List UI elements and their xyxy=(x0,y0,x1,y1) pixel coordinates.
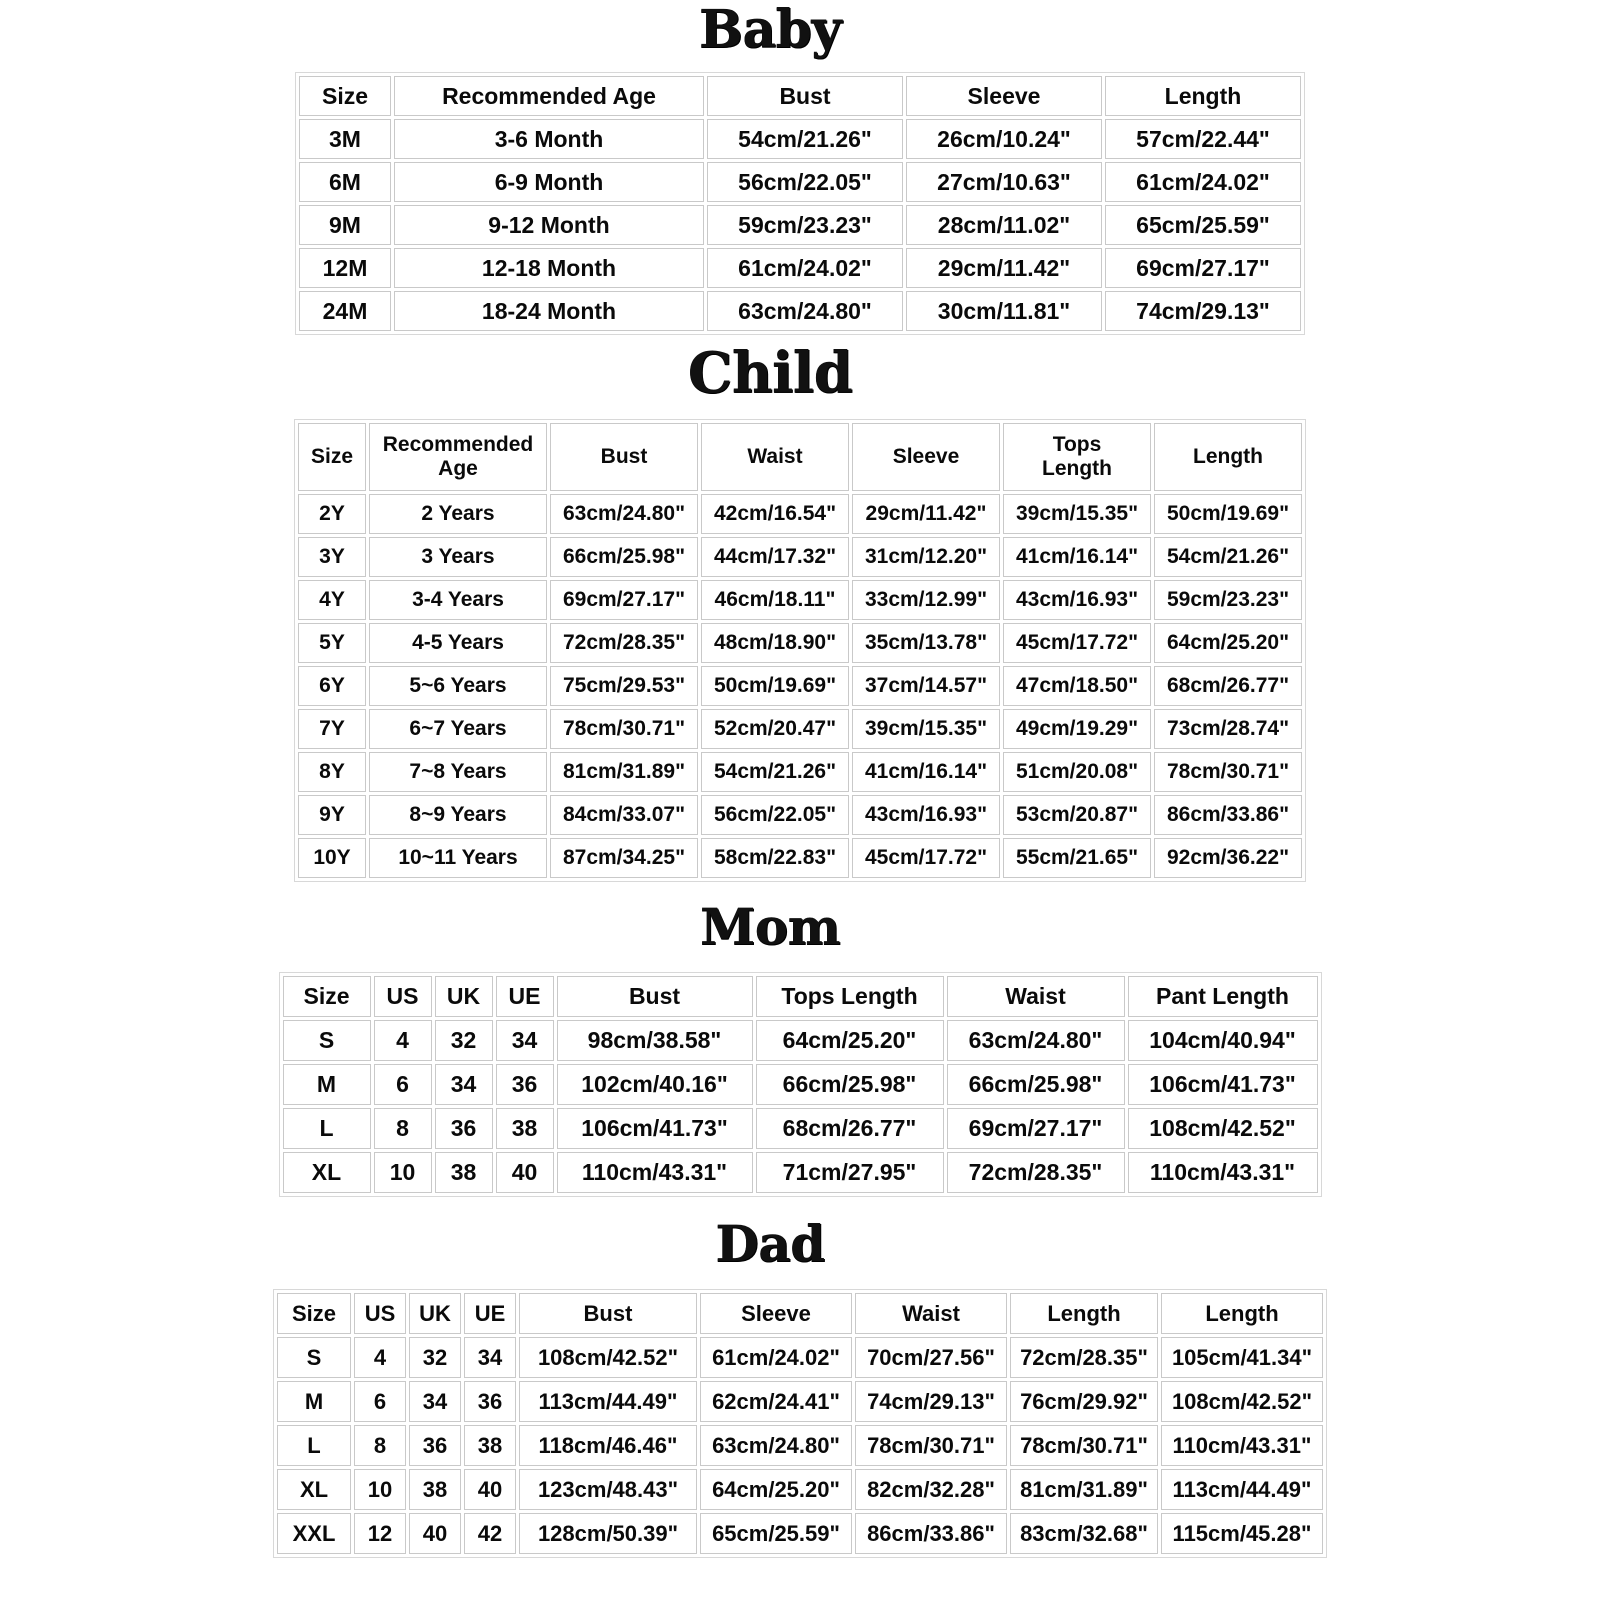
column-header-size: Size xyxy=(283,976,371,1017)
cell-length-pant: 108cm/42.52" xyxy=(1161,1381,1323,1422)
cell-sleeve: 65cm/25.59" xyxy=(700,1513,852,1554)
cell-ue: 42 xyxy=(464,1513,516,1554)
cell-sleeve: 31cm/12.20" xyxy=(852,537,1000,577)
section-title-child: Child xyxy=(687,340,853,406)
cell-ue: 34 xyxy=(496,1020,554,1061)
table-row xyxy=(277,1425,1323,1466)
cell-bust: 87cm/34.25" xyxy=(550,838,698,878)
cell-us: 10 xyxy=(354,1469,406,1510)
cell-bust: 102cm/40.16" xyxy=(557,1064,753,1105)
cell-us: 10 xyxy=(374,1152,432,1193)
cell-tops-length: 68cm/26.77" xyxy=(756,1108,944,1149)
cell-size: 9M xyxy=(299,205,391,245)
size-table-child xyxy=(294,419,1306,882)
cell-tops-length: 66cm/25.98" xyxy=(756,1064,944,1105)
cell-length-pant: 113cm/44.49" xyxy=(1161,1469,1323,1510)
cell-waist: 56cm/22.05" xyxy=(701,795,849,835)
table-row xyxy=(283,1108,1318,1149)
cell-length: 81cm/31.89" xyxy=(1010,1469,1158,1510)
cell-uk: 34 xyxy=(409,1381,461,1422)
cell-uk: 36 xyxy=(409,1425,461,1466)
cell-age: 3-4 Years xyxy=(369,580,547,620)
cell-age: 6-9 Month xyxy=(394,162,704,202)
table-row xyxy=(299,119,1301,159)
cell-length: 86cm/33.86" xyxy=(1154,795,1302,835)
cell-tops-length: 71cm/27.95" xyxy=(756,1152,944,1193)
cell-bust: 75cm/29.53" xyxy=(550,666,698,706)
cell-bust: 63cm/24.80" xyxy=(707,291,903,331)
cell-size: XL xyxy=(277,1469,351,1510)
cell-tops-length: 47cm/18.50" xyxy=(1003,666,1151,706)
column-header-size: Size xyxy=(277,1293,351,1334)
cell-uk: 32 xyxy=(409,1337,461,1378)
cell-length: 83cm/32.68" xyxy=(1010,1513,1158,1554)
cell-age: 12-18 Month xyxy=(394,248,704,288)
table-row xyxy=(298,709,1302,749)
cell-sleeve: 30cm/11.81" xyxy=(906,291,1102,331)
table-row xyxy=(298,537,1302,577)
cell-bust: 66cm/25.98" xyxy=(550,537,698,577)
cell-pant-length: 106cm/41.73" xyxy=(1128,1064,1318,1105)
cell-size: 8Y xyxy=(298,752,366,792)
cell-size: 6M xyxy=(299,162,391,202)
column-header-waist: Waist xyxy=(947,976,1125,1017)
cell-sleeve: 61cm/24.02" xyxy=(700,1337,852,1378)
cell-length: 65cm/25.59" xyxy=(1105,205,1301,245)
table-row xyxy=(298,494,1302,534)
cell-age: 6~7 Years xyxy=(369,709,547,749)
cell-bust: 61cm/24.02" xyxy=(707,248,903,288)
cell-tops-length: 49cm/19.29" xyxy=(1003,709,1151,749)
table-row xyxy=(298,580,1302,620)
column-header-sleeve: Sleeve xyxy=(906,76,1102,116)
cell-waist: 69cm/27.17" xyxy=(947,1108,1125,1149)
cell-bust: 118cm/46.46" xyxy=(519,1425,697,1466)
cell-age: 3 Years xyxy=(369,537,547,577)
table-row xyxy=(277,1513,1323,1554)
cell-bust: 108cm/42.52" xyxy=(519,1337,697,1378)
cell-size: 5Y xyxy=(298,623,366,663)
cell-tops-length: 51cm/20.08" xyxy=(1003,752,1151,792)
cell-sleeve: 63cm/24.80" xyxy=(700,1425,852,1466)
cell-bust: 69cm/27.17" xyxy=(550,580,698,620)
cell-size: 12M xyxy=(299,248,391,288)
cell-length: 61cm/24.02" xyxy=(1105,162,1301,202)
table-header-row xyxy=(277,1293,1323,1334)
cell-uk: 34 xyxy=(435,1064,493,1105)
cell-waist: 74cm/29.13" xyxy=(855,1381,1007,1422)
cell-uk: 32 xyxy=(435,1020,493,1061)
cell-bust: 63cm/24.80" xyxy=(550,494,698,534)
column-header-bust: Bust xyxy=(557,976,753,1017)
size-table-dad xyxy=(273,1289,1327,1558)
column-header-length: Length xyxy=(1105,76,1301,116)
cell-waist: 82cm/32.28" xyxy=(855,1469,1007,1510)
cell-sleeve: 43cm/16.93" xyxy=(852,795,1000,835)
table-row xyxy=(299,162,1301,202)
column-header-uk: UK xyxy=(435,976,493,1017)
cell-waist: 58cm/22.83" xyxy=(701,838,849,878)
cell-ue: 40 xyxy=(464,1469,516,1510)
cell-length: 72cm/28.35" xyxy=(1010,1337,1158,1378)
cell-tops-length: 41cm/16.14" xyxy=(1003,537,1151,577)
column-header-tops-length: Tops Length xyxy=(1003,423,1151,491)
cell-waist: 78cm/30.71" xyxy=(855,1425,1007,1466)
cell-length: 69cm/27.17" xyxy=(1105,248,1301,288)
cell-size: M xyxy=(277,1381,351,1422)
cell-sleeve: 64cm/25.20" xyxy=(700,1469,852,1510)
column-header-uk: UK xyxy=(409,1293,461,1334)
cell-size: S xyxy=(283,1020,371,1061)
cell-length: 73cm/28.74" xyxy=(1154,709,1302,749)
cell-bust: 72cm/28.35" xyxy=(550,623,698,663)
table-row xyxy=(298,838,1302,878)
cell-bust: 123cm/48.43" xyxy=(519,1469,697,1510)
cell-length: 50cm/19.69" xyxy=(1154,494,1302,534)
cell-size: 2Y xyxy=(298,494,366,534)
cell-bust: 98cm/38.58" xyxy=(557,1020,753,1061)
column-header-us: US xyxy=(354,1293,406,1334)
table-row xyxy=(277,1337,1323,1378)
column-header-ue: UE xyxy=(496,976,554,1017)
cell-size: XL xyxy=(283,1152,371,1193)
cell-pant-length: 108cm/42.52" xyxy=(1128,1108,1318,1149)
cell-size: 4Y xyxy=(298,580,366,620)
cell-length: 54cm/21.26" xyxy=(1154,537,1302,577)
cell-sleeve: 28cm/11.02" xyxy=(906,205,1102,245)
column-header-tops-length: Tops Length xyxy=(756,976,944,1017)
cell-bust: 56cm/22.05" xyxy=(707,162,903,202)
cell-pant-length: 104cm/40.94" xyxy=(1128,1020,1318,1061)
cell-length: 76cm/29.92" xyxy=(1010,1381,1158,1422)
cell-tops-length: 55cm/21.65" xyxy=(1003,838,1151,878)
column-header-bust: Bust xyxy=(519,1293,697,1334)
cell-waist: 86cm/33.86" xyxy=(855,1513,1007,1554)
cell-us: 6 xyxy=(354,1381,406,1422)
cell-bust: 81cm/31.89" xyxy=(550,752,698,792)
cell-size: 10Y xyxy=(298,838,366,878)
section-title-dad: Dad xyxy=(715,1214,825,1273)
cell-length: 59cm/23.23" xyxy=(1154,580,1302,620)
cell-waist: 52cm/20.47" xyxy=(701,709,849,749)
cell-sleeve: 29cm/11.42" xyxy=(852,494,1000,534)
cell-size: 9Y xyxy=(298,795,366,835)
cell-waist: 70cm/27.56" xyxy=(855,1337,1007,1378)
cell-sleeve: 62cm/24.41" xyxy=(700,1381,852,1422)
column-header-recommended-age: Recommended Age xyxy=(394,76,704,116)
column-header-size: Size xyxy=(298,423,366,491)
cell-age: 2 Years xyxy=(369,494,547,534)
column-header-pant-length: Pant Length xyxy=(1128,976,1318,1017)
cell-length-pant: 110cm/43.31" xyxy=(1161,1425,1323,1466)
cell-waist: 66cm/25.98" xyxy=(947,1064,1125,1105)
table-row xyxy=(277,1469,1323,1510)
cell-length: 57cm/22.44" xyxy=(1105,119,1301,159)
cell-length: 64cm/25.20" xyxy=(1154,623,1302,663)
column-header-recommended-age: Recommended Age xyxy=(369,423,547,491)
table-row xyxy=(299,291,1301,331)
table-row xyxy=(298,752,1302,792)
cell-uk: 40 xyxy=(409,1513,461,1554)
cell-waist: 48cm/18.90" xyxy=(701,623,849,663)
cell-waist: 54cm/21.26" xyxy=(701,752,849,792)
column-header-length-pant: Length xyxy=(1161,1293,1323,1334)
cell-tops-length: 53cm/20.87" xyxy=(1003,795,1151,835)
cell-sleeve: 29cm/11.42" xyxy=(906,248,1102,288)
cell-age: 3-6 Month xyxy=(394,119,704,159)
cell-sleeve: 45cm/17.72" xyxy=(852,838,1000,878)
cell-tops-length: 39cm/15.35" xyxy=(1003,494,1151,534)
cell-size: L xyxy=(277,1425,351,1466)
cell-age: 4-5 Years xyxy=(369,623,547,663)
cell-sleeve: 41cm/16.14" xyxy=(852,752,1000,792)
table-row xyxy=(298,795,1302,835)
column-header-sleeve: Sleeve xyxy=(852,423,1000,491)
cell-us: 8 xyxy=(374,1108,432,1149)
cell-age: 10~11 Years xyxy=(369,838,547,878)
table-row xyxy=(299,205,1301,245)
table-header-row xyxy=(298,423,1302,491)
cell-sleeve: 27cm/10.63" xyxy=(906,162,1102,202)
cell-ue: 36 xyxy=(464,1381,516,1422)
cell-length: 92cm/36.22" xyxy=(1154,838,1302,878)
cell-sleeve: 39cm/15.35" xyxy=(852,709,1000,749)
cell-age: 9-12 Month xyxy=(394,205,704,245)
table-row xyxy=(299,248,1301,288)
cell-us: 4 xyxy=(354,1337,406,1378)
cell-length: 78cm/30.71" xyxy=(1154,752,1302,792)
cell-us: 4 xyxy=(374,1020,432,1061)
table-row xyxy=(298,623,1302,663)
cell-waist: 44cm/17.32" xyxy=(701,537,849,577)
cell-length-pant: 105cm/41.34" xyxy=(1161,1337,1323,1378)
cell-size: XXL xyxy=(277,1513,351,1554)
table-row xyxy=(283,1152,1318,1193)
cell-bust: 78cm/30.71" xyxy=(550,709,698,749)
cell-ue: 40 xyxy=(496,1152,554,1193)
table-row xyxy=(283,1020,1318,1061)
cell-sleeve: 35cm/13.78" xyxy=(852,623,1000,663)
cell-sleeve: 26cm/10.24" xyxy=(906,119,1102,159)
cell-us: 12 xyxy=(354,1513,406,1554)
size-table-baby xyxy=(295,72,1305,335)
table-row xyxy=(283,1064,1318,1105)
table-row xyxy=(298,666,1302,706)
cell-age: 18-24 Month xyxy=(394,291,704,331)
column-header-length: Length xyxy=(1010,1293,1158,1334)
cell-waist: 63cm/24.80" xyxy=(947,1020,1125,1061)
cell-ue: 38 xyxy=(496,1108,554,1149)
cell-length-pant: 115cm/45.28" xyxy=(1161,1513,1323,1554)
cell-tops-length: 64cm/25.20" xyxy=(756,1020,944,1061)
cell-bust: 59cm/23.23" xyxy=(707,205,903,245)
cell-bust: 128cm/50.39" xyxy=(519,1513,697,1554)
cell-age: 5~6 Years xyxy=(369,666,547,706)
column-header-size: Size xyxy=(299,76,391,116)
cell-us: 6 xyxy=(374,1064,432,1105)
cell-waist: 50cm/19.69" xyxy=(701,666,849,706)
column-header-ue: UE xyxy=(464,1293,516,1334)
cell-waist: 72cm/28.35" xyxy=(947,1152,1125,1193)
table-header-row xyxy=(299,76,1301,116)
cell-tops-length: 43cm/16.93" xyxy=(1003,580,1151,620)
column-header-length: Length xyxy=(1154,423,1302,491)
column-header-bust: Bust xyxy=(550,423,698,491)
cell-length: 78cm/30.71" xyxy=(1010,1425,1158,1466)
cell-uk: 36 xyxy=(435,1108,493,1149)
cell-ue: 38 xyxy=(464,1425,516,1466)
cell-size: 3Y xyxy=(298,537,366,577)
cell-waist: 46cm/18.11" xyxy=(701,580,849,620)
cell-age: 7~8 Years xyxy=(369,752,547,792)
column-header-bust: Bust xyxy=(707,76,903,116)
cell-size: S xyxy=(277,1337,351,1378)
cell-tops-length: 45cm/17.72" xyxy=(1003,623,1151,663)
column-header-waist: Waist xyxy=(855,1293,1007,1334)
cell-size: M xyxy=(283,1064,371,1105)
size-table-mom xyxy=(279,972,1322,1197)
cell-waist: 42cm/16.54" xyxy=(701,494,849,534)
cell-bust: 84cm/33.07" xyxy=(550,795,698,835)
cell-size: 3M xyxy=(299,119,391,159)
cell-sleeve: 33cm/12.99" xyxy=(852,580,1000,620)
cell-bust: 110cm/43.31" xyxy=(557,1152,753,1193)
cell-size: 6Y xyxy=(298,666,366,706)
section-title-mom: Mom xyxy=(699,897,841,956)
cell-size: 24M xyxy=(299,291,391,331)
cell-uk: 38 xyxy=(409,1469,461,1510)
cell-bust: 113cm/44.49" xyxy=(519,1381,697,1422)
column-header-sleeve: Sleeve xyxy=(700,1293,852,1334)
cell-ue: 34 xyxy=(464,1337,516,1378)
cell-bust: 106cm/41.73" xyxy=(557,1108,753,1149)
cell-uk: 38 xyxy=(435,1152,493,1193)
table-header-row xyxy=(283,976,1318,1017)
column-header-us: US xyxy=(374,976,432,1017)
cell-bust: 54cm/21.26" xyxy=(707,119,903,159)
cell-pant-length: 110cm/43.31" xyxy=(1128,1152,1318,1193)
cell-age: 8~9 Years xyxy=(369,795,547,835)
table-row xyxy=(277,1381,1323,1422)
cell-us: 8 xyxy=(354,1425,406,1466)
cell-length: 74cm/29.13" xyxy=(1105,291,1301,331)
cell-size: L xyxy=(283,1108,371,1149)
column-header-waist: Waist xyxy=(701,423,849,491)
section-title-baby: Baby xyxy=(698,0,842,60)
cell-size: 7Y xyxy=(298,709,366,749)
cell-sleeve: 37cm/14.57" xyxy=(852,666,1000,706)
cell-length: 68cm/26.77" xyxy=(1154,666,1302,706)
cell-ue: 36 xyxy=(496,1064,554,1105)
